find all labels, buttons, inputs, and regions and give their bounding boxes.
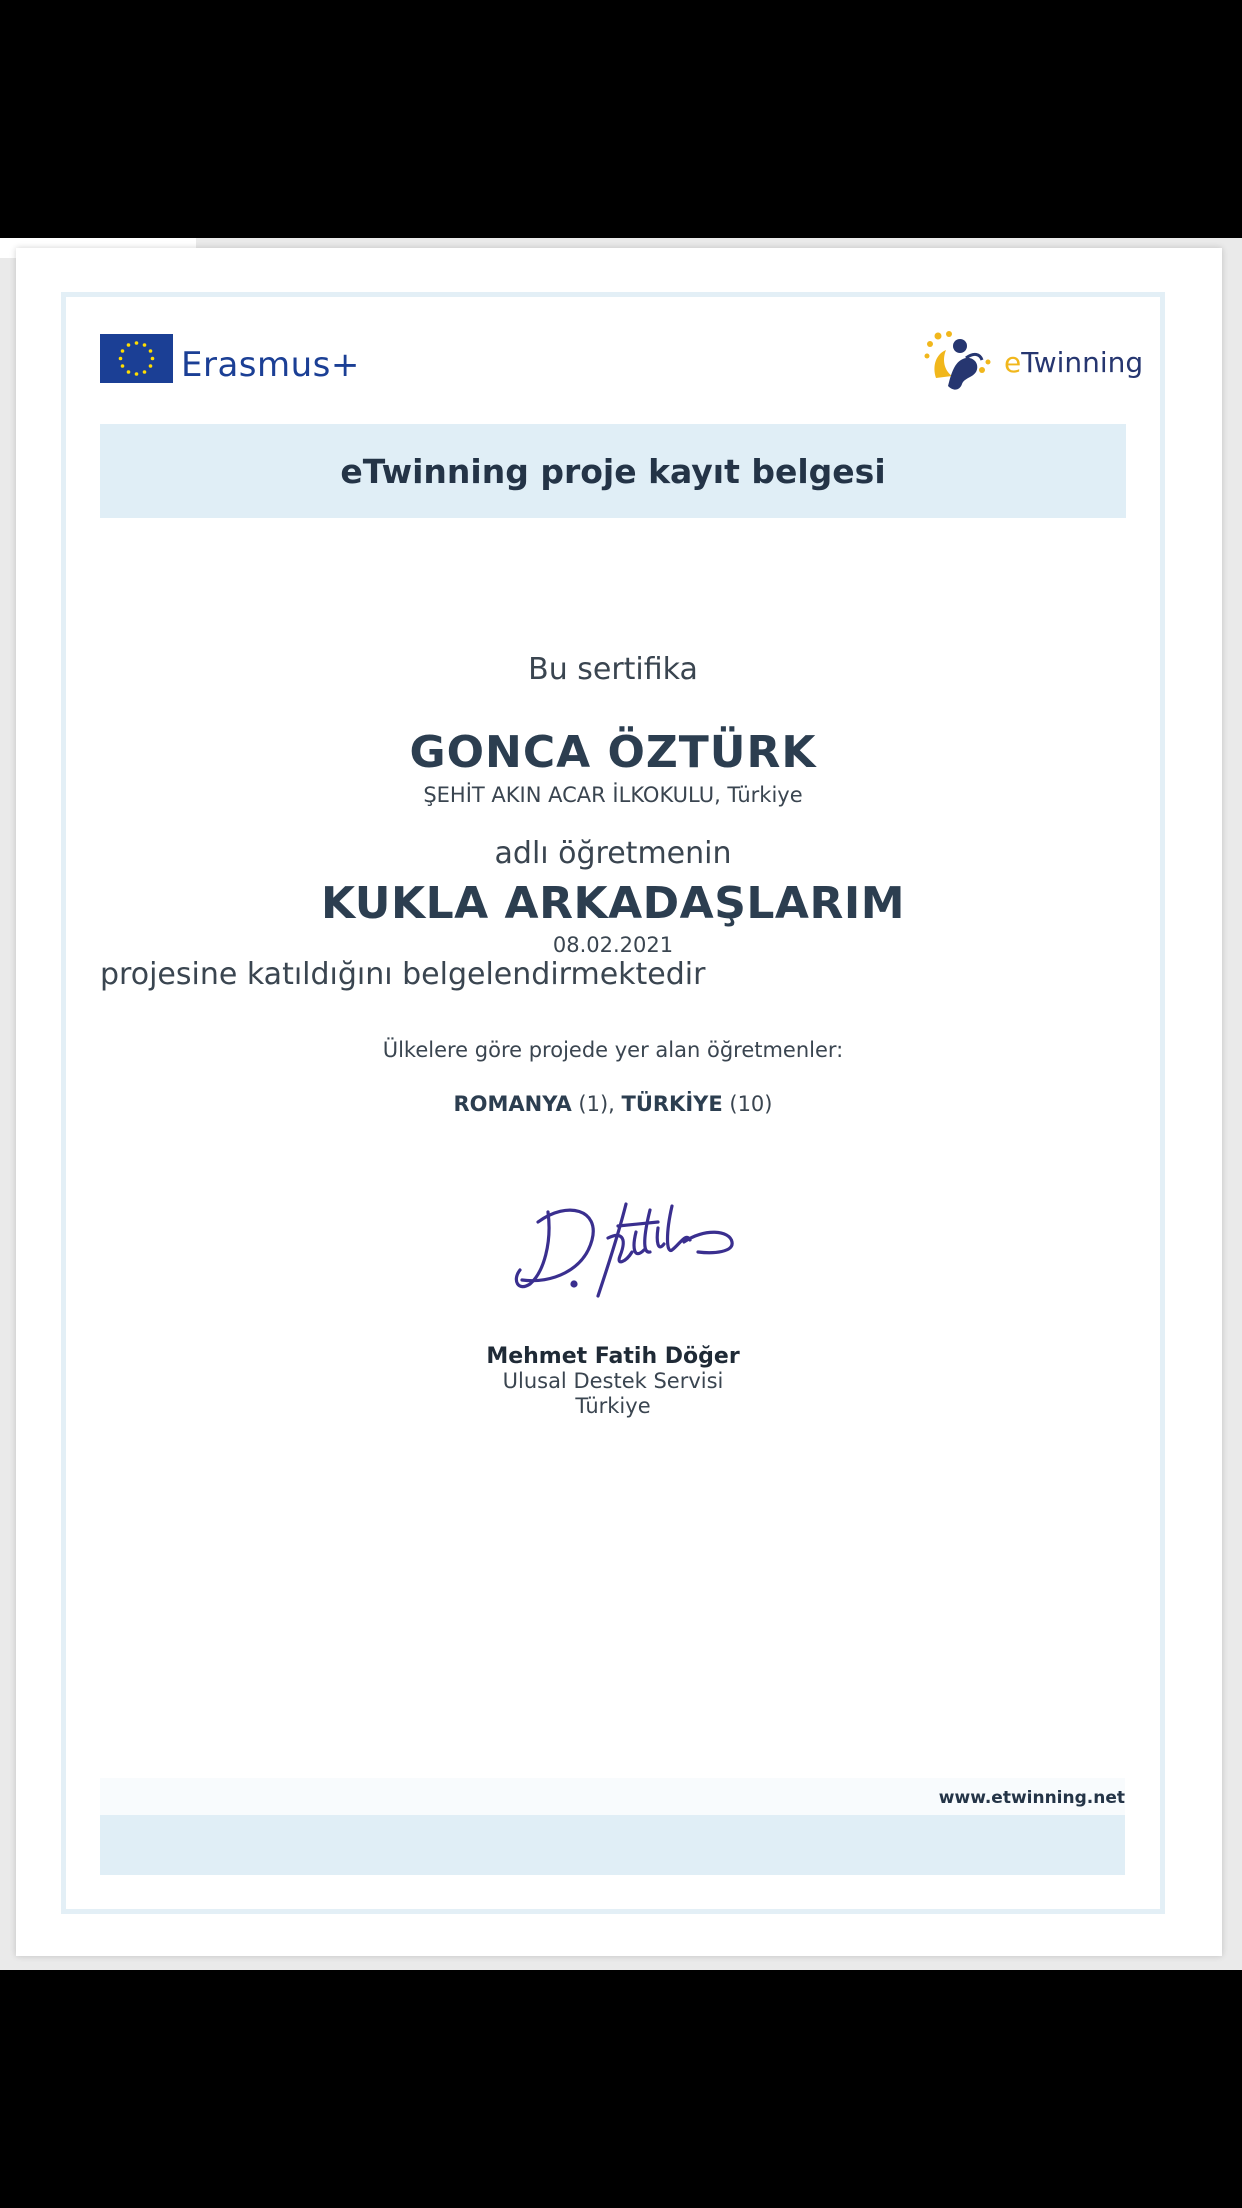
teacher-name: GONCA ÖZTÜRK — [409, 727, 817, 778]
country-count: (10) — [729, 1092, 773, 1116]
country-separator: , — [608, 1092, 622, 1116]
bottom-black-bar — [0, 1970, 1242, 2208]
teacher-of-text: adlı öğretmenin — [494, 836, 732, 871]
top-black-bar — [0, 0, 1242, 238]
signatory-name: Mehmet Fatih Döğer — [486, 1344, 740, 1369]
footer-band — [100, 1815, 1125, 1875]
intro-text: Bu sertifika — [528, 652, 698, 687]
erasmus-logo — [100, 332, 360, 384]
etwinning-figures-icon — [922, 330, 1000, 394]
country-name: ROMANYA — [453, 1092, 572, 1116]
website-link[interactable]: www.etwinning.net — [938, 1788, 1125, 1808]
eu-flag-icon — [100, 334, 173, 383]
erasmus-logo-text: Erasmus+ — [181, 345, 360, 385]
project-name: KUKLA ARKADAŞLARIM — [320, 878, 906, 929]
certificate-title-band — [100, 424, 1126, 518]
project-date: 08.02.2021 — [552, 933, 674, 957]
signatory-country: Türkiye — [575, 1394, 651, 1418]
country-name: TÜRKİYE — [621, 1092, 723, 1116]
certificate-title: eTwinning proje kayıt belgesi — [340, 451, 886, 491]
school-name: ŞEHİT AKIN ACAR İLKOKULU, Türkiye — [423, 783, 803, 807]
countries-label: Ülkelere göre projede yer alan öğretmenler: — [382, 1038, 844, 1062]
etwinning-logo-text: eTwinning — [1004, 345, 1144, 379]
countries-list — [100, 1092, 1126, 1116]
etwinning-logo — [922, 330, 1143, 394]
signatory-role: Ulusal Destek Servisi — [502, 1369, 724, 1393]
signature-image — [508, 1192, 738, 1302]
country-count: (1) — [578, 1092, 609, 1116]
participation-statement: projesine katıldığını belgelendirmektedir — [100, 957, 706, 992]
